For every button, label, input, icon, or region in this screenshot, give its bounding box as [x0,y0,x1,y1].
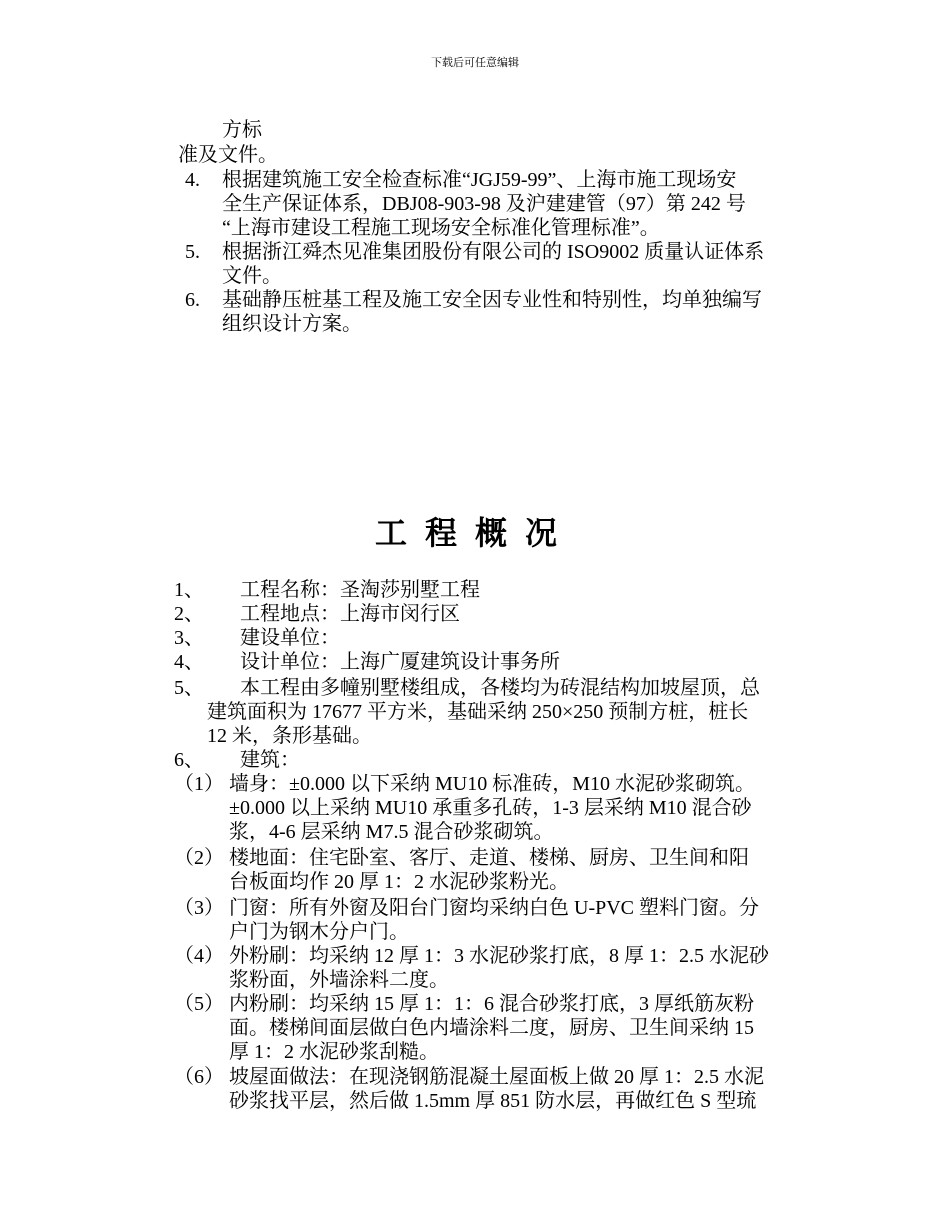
item-text: 户门为钢木分户门。 [229,921,409,943]
item-number: （4） [174,945,224,967]
item-number: （3） [174,897,224,919]
item-number: 3、 [174,627,204,649]
item-number: 4、 [174,651,204,673]
item-text: 设计单位：上海广厦建筑设计事务所 [240,651,560,673]
item-text: 全生产保证体系，DBJ08-903-98 及沪建建管（97）第 242 号 [222,193,746,215]
text-fragment: 方标 [222,119,262,141]
item-text: 组织设计方案。 [222,313,362,335]
item-text: 坡屋面做法：在现浇钢筋混凝土屋面板上做 20 厚 1：2.5 水泥 [229,1066,764,1088]
item-number: （2） [174,847,224,869]
item-number: 1、 [174,579,204,601]
item-text: 工程地点：上海市闵行区 [240,603,460,625]
item-text: 楼地面：住宅卧室、客厅、走道、楼梯、厨房、卫生间和阳 [229,847,749,869]
item-text: ±0.000 以上采纳 MU10 承重多孔砖，1-3 层采纳 M10 混合砂 [229,797,752,819]
item-text: 厚 1：2 水泥砂浆刮糙。 [229,1041,439,1063]
item-text: 墙身：±0.000 以下采纳 MU10 标准砖，M10 水泥砂浆砌筑。 [229,773,755,795]
item-number: （6） [174,1066,224,1088]
item-number: 6、 [174,749,204,771]
item-text: 建筑： [240,749,300,771]
item-text: 建设单位： [240,627,340,649]
item-text: 文件。 [222,265,282,287]
item-text: 内粉刷：均采纳 15 厚 1：1：6 混合砂浆打底，3 厚纸筋灰粉 [229,993,754,1015]
item-text: 工程名称：圣淘莎别墅工程 [240,579,480,601]
page-header: 下载后可任意编辑 [431,56,519,69]
item-number: 4. [185,169,200,191]
item-text: 台板面均作 20 厚 1：2 水泥砂浆粉光。 [229,871,569,893]
item-text: 砂浆找平层，然后做 1.5mm 厚 851 防水层，再做红色 S 型琉 [229,1090,757,1112]
item-text: “上海市建设工程施工现场安全标准化管理标准”。 [222,217,660,239]
item-number: （1） [174,773,224,795]
item-number: 2、 [174,603,204,625]
item-number: 6. [185,289,200,311]
item-text: 浆粉面，外墙涂料二度。 [229,969,449,991]
item-text: 本工程由多幢别墅楼组成，各楼均为砖混结构加坡屋顶，总 [240,677,760,699]
text-fragment: 准及文件。 [178,144,278,166]
item-number: （5） [174,993,224,1015]
item-text: 建筑面积为 17677 平方米，基础采纳 250×250 预制方桩，桩长 [207,701,749,723]
section-title: 工程概况 [374,514,575,552]
item-text: 浆，4-6 层采纳 M7.5 混合砂浆砌筑。 [229,821,554,843]
item-text: 12 米，条形基础。 [207,725,372,747]
item-text: 面。楼梯间面层做白色内墙涂料二度，厨房、卫生间采纳 15 [229,1017,754,1039]
item-text: 根据建筑施工安全检查标准“JGJ59-99”、上海市施工现场安 [222,169,737,191]
item-text: 根据浙江舜杰见准集团股份有限公司的 ISO9002 质量认证体系 [222,241,765,263]
item-number: 5. [185,241,200,263]
item-text: 外粉刷：均采纳 12 厚 1：3 水泥砂浆打底，8 厚 1：2.5 水泥砂 [229,945,769,967]
item-number: 5、 [174,677,204,699]
item-text: 基础静压桩基工程及施工安全因专业性和特别性，均单独编写 [222,289,762,311]
item-text: 门窗：所有外窗及阳台门窗均采纳白色 U-PVC 塑料门窗。分 [229,897,760,919]
